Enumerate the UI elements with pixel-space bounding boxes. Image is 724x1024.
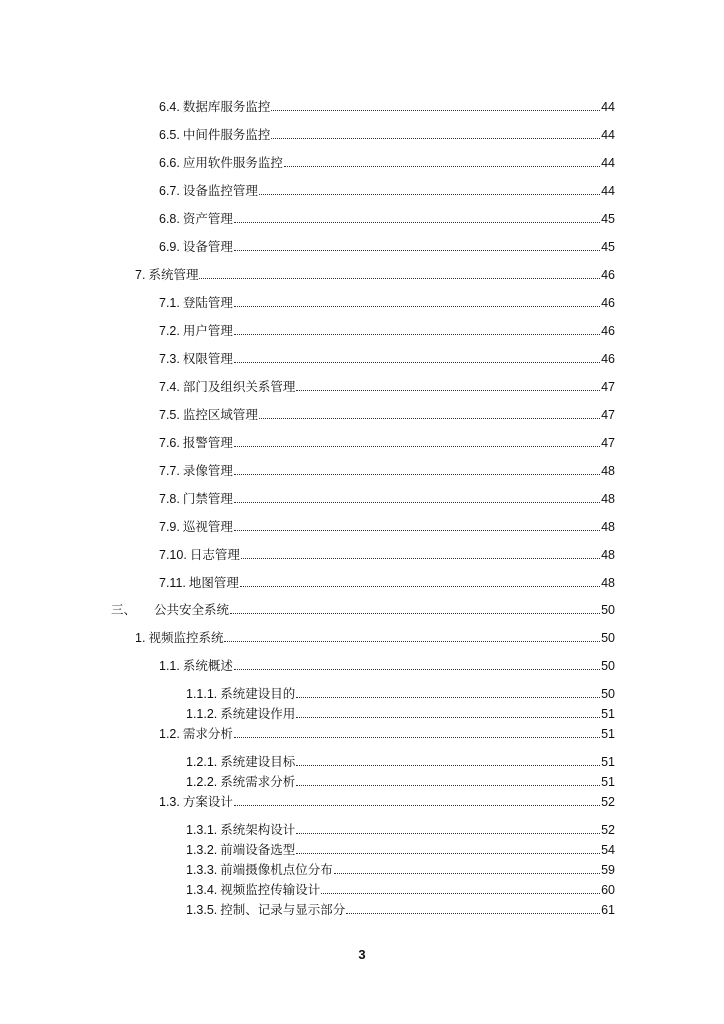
toc-entry-title: 需求分析 [182,726,233,741]
toc-entry-title: 控制、记录与显示部分 [220,902,346,917]
toc-entry[interactable] [186,751,615,769]
toc-entry-page: 54 [601,843,615,857]
toc-entry[interactable] [186,683,615,701]
toc-entry-page: 59 [601,863,615,877]
toc-entry[interactable] [159,320,615,338]
toc-entry-page: 51 [601,775,615,789]
dot-leader [296,833,600,834]
toc-entry-page: 44 [601,128,615,142]
toc-entry-number: 1.3.3. [186,863,218,877]
toc-entry[interactable] [186,703,615,721]
toc-entry-title: 报警管理 [182,435,233,450]
toc-entry[interactable] [159,152,615,170]
toc-entry-number: 1.2.2. [186,775,218,789]
toc-entry[interactable] [186,839,615,857]
dot-leader [241,558,600,559]
toc-entry[interactable] [186,819,615,837]
toc-entry-number: 1.3.2. [186,843,218,857]
toc-entry-number: 7.8. [159,492,180,506]
toc-entry-number: 1.3.1. [186,823,218,837]
toc-entry-number: 1.3. [159,795,180,809]
toc-entry[interactable] [159,488,615,506]
toc-entry-page: 50 [601,603,615,617]
toc-entry-title: 中间件服务监控 [182,127,271,142]
dot-leader [296,853,600,854]
toc-entry-page: 47 [601,408,615,422]
toc-entry-page: 46 [601,296,615,310]
page-number: 3 [358,947,366,962]
toc-entry-page: 44 [601,184,615,198]
dot-leader [296,697,600,698]
toc-entry-number: 1.3.5. [186,903,218,917]
toc-entry-number: 1.3.4. [186,883,218,897]
toc-entry-page: 52 [601,795,615,809]
dot-leader [234,222,600,223]
toc-entry-page: 46 [601,268,615,282]
toc-entry-title: 方案设计 [182,794,233,809]
toc-entry[interactable] [159,432,615,450]
toc-entry[interactable] [159,180,615,198]
toc-entry[interactable] [159,404,615,422]
toc-entry-title: 前端摄像机点位分布 [220,862,333,877]
toc-entry[interactable] [159,348,615,366]
toc-entry-title: 登陆管理 [182,295,233,310]
toc-entry-title: 公共安全系统 [154,602,230,617]
toc-entry-title: 地图管理 [188,575,239,590]
toc-entry-title: 资产管理 [182,211,233,226]
toc-entry-number: 7.11. [159,576,186,590]
dot-leader [234,737,600,738]
toc-entry-number: 1. [135,631,146,645]
toc-entry[interactable] [186,899,615,917]
toc-entry-page: 51 [601,707,615,721]
toc-entry-number: 7.9. [159,520,180,534]
dot-leader [296,717,600,718]
toc-entry-number: 7.5. [159,408,180,422]
dot-leader [346,913,600,914]
dot-leader [234,334,600,335]
toc-entry-number: 7.4. [159,380,180,394]
toc-entry-title: 系统建设作用 [220,706,296,721]
toc-entry-page: 44 [601,100,615,114]
toc-entry-page: 48 [601,492,615,506]
toc-entry-page: 50 [601,631,615,645]
toc-entry-title: 录像管理 [182,463,233,478]
dot-leader [234,805,600,806]
dot-leader [259,418,600,419]
toc-entry-number: 6.6. [159,156,180,170]
toc-entry-page: 52 [601,823,615,837]
toc-entry[interactable] [159,544,615,562]
toc-entry-page: 61 [601,903,615,917]
toc-entry-title: 视频监控系统 [148,630,224,645]
toc-entry[interactable] [159,124,615,142]
toc-entry[interactable] [159,376,615,394]
dot-leader [230,613,600,614]
toc-entry-number: 1.1.2. [186,707,218,721]
dot-leader [234,669,600,670]
toc-entry-page: 51 [601,755,615,769]
toc-entry-number: 1.2. [159,727,180,741]
dot-leader [296,390,600,391]
toc-entry[interactable] [186,859,615,877]
dot-leader [224,641,600,642]
dot-leader [284,166,600,167]
dot-leader [199,278,600,279]
toc-entry-title: 系统建设目的 [220,686,296,701]
toc-entry-number: 1.2.1. [186,755,218,769]
toc-entry-number: 7.10. [159,548,187,562]
toc-entry-page: 46 [601,324,615,338]
toc-entry-page: 51 [601,727,615,741]
dot-leader [259,194,600,195]
toc-entry-title: 数据库服务监控 [182,99,271,114]
toc-entry-title: 设备监控管理 [182,183,258,198]
toc-entry-number: 6.8. [159,212,180,226]
toc-entry-title: 用户管理 [182,323,233,338]
toc-entry-title: 部门及组织关系管理 [182,379,296,394]
toc-entry-page: 50 [601,659,615,673]
toc-entry[interactable] [159,460,615,478]
dot-leader [321,893,600,894]
toc-entry-title: 权限管理 [182,351,233,366]
toc-entry[interactable] [111,599,615,617]
toc-entry-page: 45 [601,240,615,254]
toc-entry-title: 监控区域管理 [182,407,258,422]
toc-entry-title: 系统需求分析 [220,774,296,789]
toc-entry-page: 48 [601,464,615,478]
toc-entry-number: 7.3. [159,352,180,366]
dot-leader [271,110,600,111]
dot-leader [271,138,600,139]
toc-entry[interactable] [159,723,615,741]
dot-leader [234,502,600,503]
toc-entry-title: 系统管理 [148,267,199,282]
dot-leader [234,250,600,251]
toc-entry-title: 日志管理 [189,547,240,562]
toc-entry[interactable] [135,627,615,645]
toc-entry[interactable] [186,879,615,897]
toc-entry-title: 系统架构设计 [220,822,296,837]
toc-entry-number: 7. [135,268,146,282]
toc-entry[interactable] [159,292,615,310]
toc-entry-number: 1.1.1. [186,687,218,701]
toc-entry-title: 视频监控传输设计 [220,882,321,897]
toc-entry-number: 7.6. [159,436,180,450]
toc-entry-page: 45 [601,212,615,226]
dot-leader [334,873,600,874]
toc-entry-page: 47 [601,380,615,394]
dot-leader [296,785,600,786]
toc-entry-title: 巡视管理 [182,519,233,534]
toc-entry[interactable] [159,236,615,254]
toc-entry-page: 47 [601,436,615,450]
dot-leader [296,765,600,766]
toc-entry-title: 设备管理 [182,239,233,254]
toc-entry-page: 60 [601,883,615,897]
dot-leader [234,306,600,307]
toc-entry-number: 6.4. [159,100,180,114]
toc-entry-number: 7.7. [159,464,180,478]
toc-entry[interactable] [135,264,615,282]
toc-entry[interactable] [159,791,615,809]
toc-entry[interactable] [159,572,615,590]
toc-entry-page: 46 [601,352,615,366]
dot-leader [234,362,600,363]
toc-entry-page: 48 [601,520,615,534]
toc-entry-title: 门禁管理 [182,491,233,506]
toc-entry-number: 6.5. [159,128,180,142]
toc-entry-title: 前端设备选型 [220,842,296,857]
toc-entry-page: 50 [601,687,615,701]
toc-entry[interactable] [159,208,615,226]
toc-entry[interactable] [159,655,615,673]
toc-entry-number: 7.2. [159,324,180,338]
toc-entry-title: 应用软件服务监控 [182,155,283,170]
toc-entry-number: 6.7. [159,184,180,198]
dot-leader [234,474,600,475]
toc-entry-page: 48 [601,576,615,590]
toc-entry-page: 44 [601,156,615,170]
toc-entry-number: 7.1. [159,296,180,310]
toc-entry-page: 48 [601,548,615,562]
toc-entry-number: 三、 [111,603,137,617]
toc-entry-number: 1.1. [159,659,180,673]
toc-entry-title: 系统建设目标 [220,754,296,769]
dot-leader [234,446,600,447]
dot-leader [240,586,600,587]
toc-entry-title: 系统概述 [182,658,233,673]
toc-entry-number: 6.9. [159,240,180,254]
toc-entry[interactable] [186,771,615,789]
toc-entry[interactable] [159,516,615,534]
toc-entry[interactable] [159,96,615,114]
dot-leader [234,530,600,531]
